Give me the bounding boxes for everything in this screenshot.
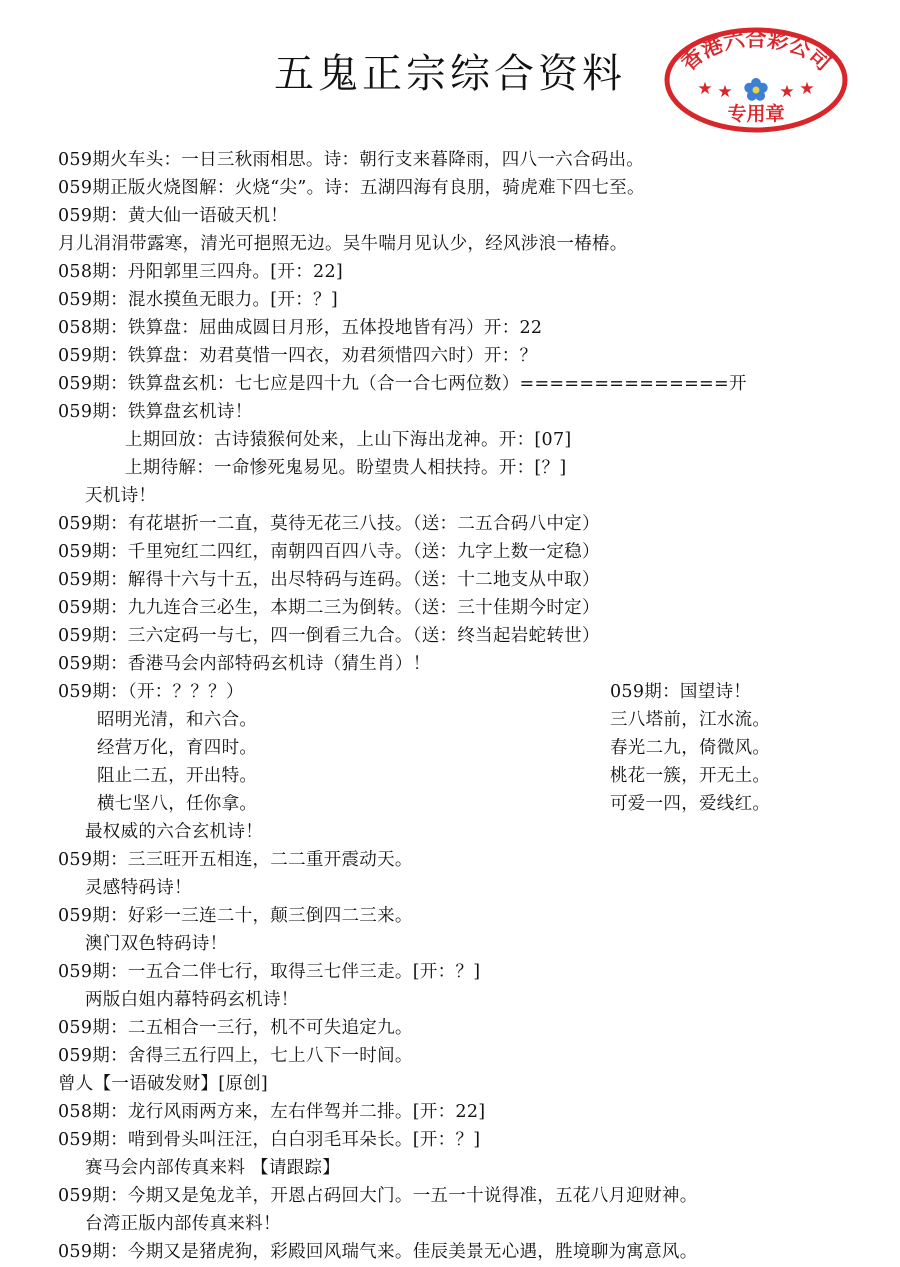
company-seal (663, 26, 849, 134)
text-line: 059期：混水摸鱼无眼力。[开：？] (58, 290, 338, 310)
text-line: 月儿涓涓带露寒，清光可挹照无边。吴牛喘月见认少，经风涉浪一椿椿。 (58, 234, 628, 254)
text-line: 059期：铁算盘玄机诗！ (58, 402, 253, 422)
page-title: 五鬼正宗综合资料 (274, 51, 626, 97)
text-line: 059期：九九连合三必生，本期二三为倒转。（送：三十佳期今时定） (58, 598, 600, 618)
seal-star-icon: ★ (779, 82, 795, 102)
section-heading: 曾人【一语破发财】[原创] (58, 1074, 269, 1094)
section-heading: 天机诗！ (85, 486, 157, 506)
text-line: 058期：龙行风雨两方来，左右伴驾并二排。[开：22] (58, 1102, 486, 1122)
seal-star-icon: ★ (717, 82, 733, 102)
text-line: 059期：舍得三五行四上，七上八下一时间。 (58, 1046, 413, 1066)
text-line: 上期待解：一命惨死鬼易见。盼望贵人相扶持。开：[？] (125, 458, 567, 478)
seal-bottom-text: 专用章 (727, 103, 785, 125)
right-poem-line: 桃花一簇，开无土。 (610, 766, 771, 786)
text-line: 059期：黄大仙一语破天机！ (58, 206, 289, 226)
text-line: 059期：今期又是兔龙羊，开恩占码回大门。一五一十说得准，五花八月迎财神。 (58, 1186, 698, 1206)
text-line: 059期：香港马会内部特码玄机诗（猜生肖）！ (58, 654, 431, 674)
text-line: 059期：二五相合一三行，机不可失追定九。 (58, 1018, 413, 1038)
text-line: 059期：三六定码一与七，四一倒看三九合。（送：终当起岩蛇转世） (58, 626, 600, 646)
poem-line: 阻止二五，开出特。 (97, 766, 258, 786)
text-line: 059期：铁算盘玄机：七七应是四十九（合一合七两位数）==============开 (58, 374, 747, 394)
text-line: 059期：解得十六与十五，出尽特码与连码。（送：十二地支从中取） (58, 570, 600, 590)
section-heading: 台湾正版内部传真来料！ (85, 1214, 281, 1234)
poem-line: 横七坚八，任你拿。 (97, 794, 258, 814)
section-heading: 两版白姐内幕特码玄机诗！ (85, 990, 299, 1010)
text-line: 059期：啃到骨头叫汪汪，白白羽毛耳朵长。[开：？] (58, 1130, 481, 1150)
text-line: 058期：铁算盘：屈曲成圆日月形，五体投地皆有冯）开：22 (58, 318, 543, 338)
right-poem-line: 三八塔前，江水流。 (610, 710, 771, 730)
text-line: 059期：铁算盘：劝君莫惜一四衣，劝君须惜四六时）开：？ (58, 346, 538, 366)
text-line: 059期：（开：？？？） (58, 682, 244, 702)
section-heading: 澳门双色特码诗！ (85, 934, 228, 954)
seal-flower-icon (744, 78, 767, 101)
text-line: 059期：三三旺开五相连，二二重开震动天。 (58, 850, 413, 870)
poem-line: 经营万化，育四时。 (97, 738, 258, 758)
seal-graphic (663, 26, 849, 134)
text-line: 059期火车头：一日三秋雨相思。诗：朝行支来暮降雨，四八一六合码出。 (58, 150, 645, 170)
text-line: 059期：好彩一三连二十，颠三倒四二三来。 (58, 906, 413, 926)
text-line: 058期：丹阳郭里三四舟。[开：22] (58, 262, 344, 282)
text-line: 059期：一五合二伴七行，取得三七伴三走。[开：？] (58, 962, 481, 982)
seal-top-text: 香港六合彩公司 (676, 27, 836, 76)
right-poem-title: 059期：国望诗！ (610, 682, 752, 702)
seal-star-icon: ★ (697, 79, 713, 99)
seal-star-icon: ★ (799, 79, 815, 99)
section-heading: 最权威的六合玄机诗！ (85, 822, 263, 842)
text-line: 059期正版火烧图解：火烧“尖”。诗：五湖四海有良朋，骑虎难下四七至。 (58, 178, 645, 198)
text-line: 059期：今期又是猪虎狗，彩殿回风瑞气来。佳辰美景无心遇，胜境聊为寓意风。 (58, 1242, 698, 1262)
poem-line: 昭明光清，和六合。 (97, 710, 258, 730)
text-line: 059期：有花堪折一二直，莫待无花三八技。（送：二五合码八中定） (58, 514, 600, 534)
text-line: 上期回放：古诗猿猴何处来，上山下海出龙神。开：[07] (125, 430, 572, 450)
text-line: 059期：千里宛红二四红，南朝四百四八寺。（送：九字上数一定稳） (58, 542, 600, 562)
right-poem-line: 可爱一四，爱线红。 (610, 794, 771, 814)
section-heading: 赛马会内部传真来料 【请跟踪】 (85, 1158, 341, 1178)
section-heading: 灵感特码诗！ (85, 878, 192, 898)
right-poem-line: 春光二九，倚微风。 (610, 738, 771, 758)
